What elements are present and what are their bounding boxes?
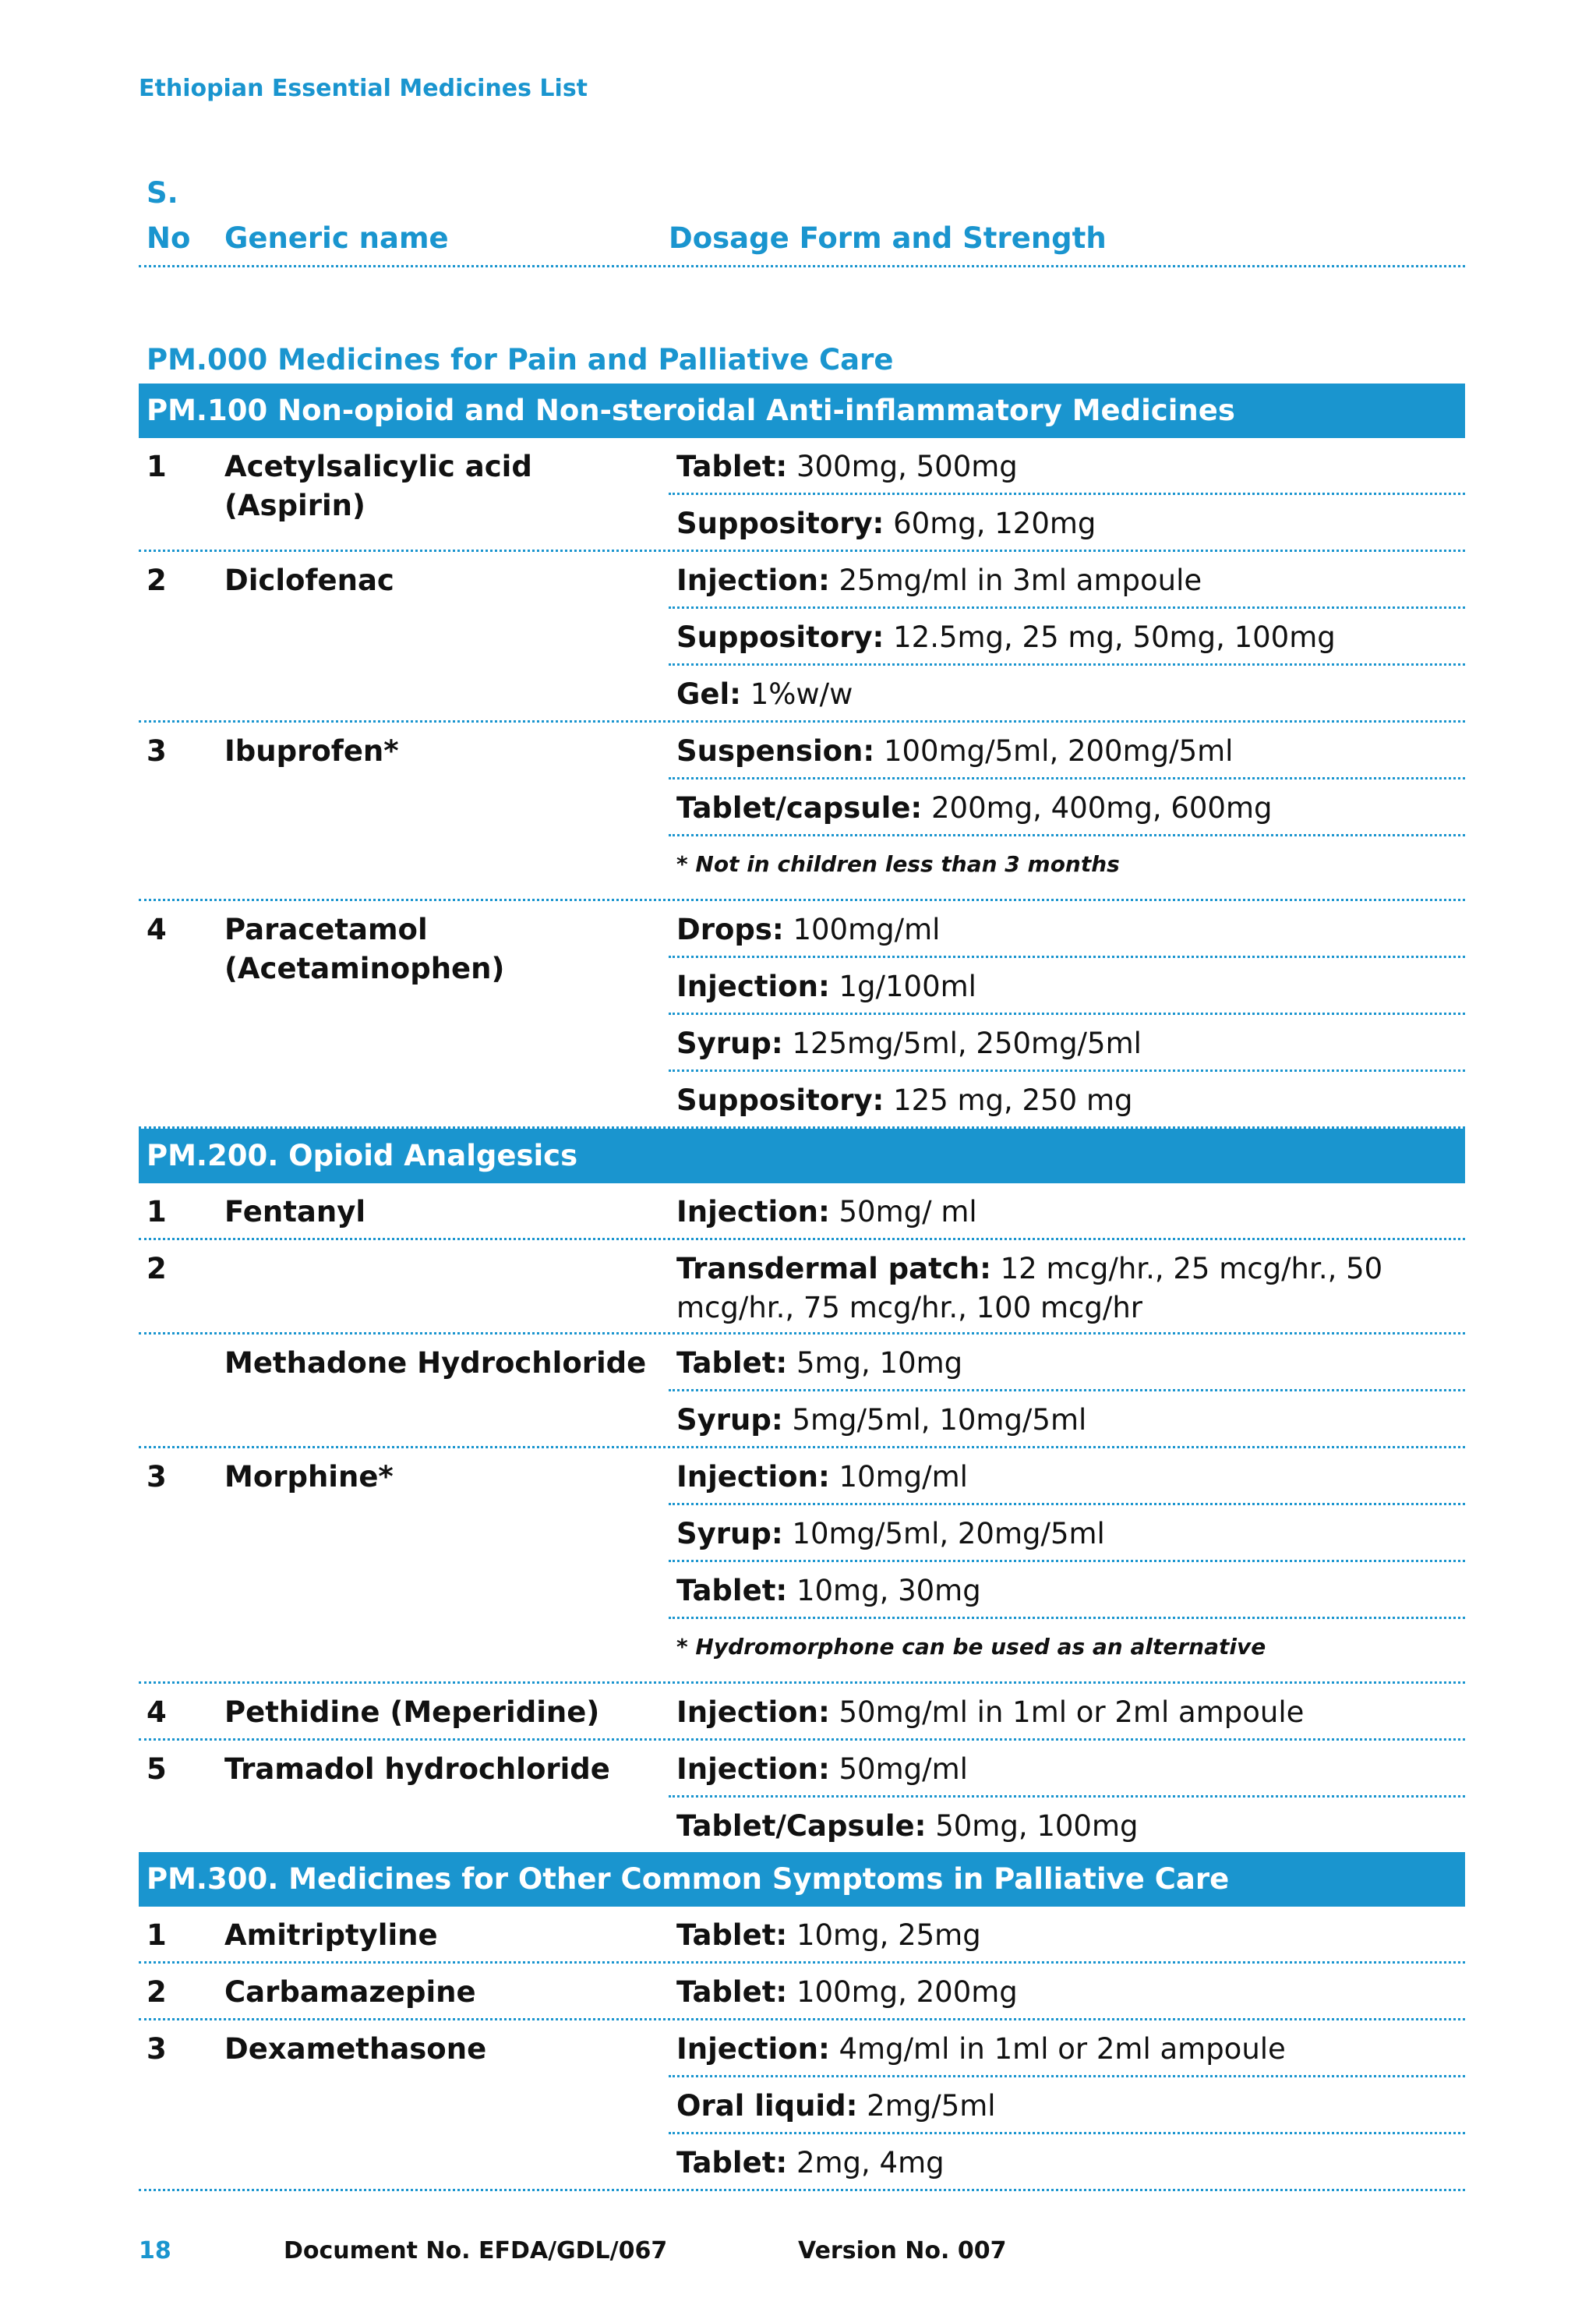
- dosage-form: [669, 495, 1465, 550]
- dosage-strength: 100mg/ml: [793, 913, 941, 946]
- medicine-row: [139, 438, 1465, 552]
- generic-name: Tramadol hydrochloride: [224, 1752, 610, 1786]
- dosage-form: [669, 2134, 1465, 2189]
- col-s: S.: [147, 176, 178, 210]
- dosage-form: [669, 780, 1465, 836]
- dosage-strength: 100mg/5ml, 200mg/5ml: [883, 734, 1234, 768]
- dosage-form-label: Tablet/Capsule:: [676, 1809, 927, 1843]
- dosage-form: [669, 958, 1465, 1015]
- dosage-form: [669, 1015, 1465, 1072]
- dosage-form: [669, 1335, 1465, 1391]
- dosage-form: [669, 666, 1465, 720]
- column-header: [139, 173, 1465, 267]
- dosage-strength: 25mg/ml in 3ml ampoule: [839, 564, 1202, 597]
- document-title: Ethiopian Essential Medicines List: [139, 75, 588, 102]
- serial-number: 5: [147, 1752, 167, 1786]
- serial-number: [139, 1335, 224, 1446]
- generic-name: Pethidine (Meperidine): [224, 1695, 600, 1729]
- dosage-form: [669, 1964, 1465, 2018]
- medicine-row: [139, 2020, 1465, 2191]
- serial-number: 3: [147, 734, 167, 768]
- dosage-form-label: Tablet:: [676, 450, 788, 483]
- dosage-form-label: Injection:: [676, 2032, 830, 2066]
- medicine-row: [139, 1684, 1465, 1741]
- medicine-row: [139, 1741, 1465, 1852]
- dosage-forms: [669, 901, 1465, 1126]
- dosage-form-label: Oral liquid:: [676, 2089, 858, 2123]
- dosage-form: [669, 438, 1465, 495]
- medicines-table: [139, 384, 1465, 2191]
- dosage-strength: 50mg/ ml: [839, 1195, 977, 1228]
- dosage-form: [669, 1391, 1465, 1446]
- dosage-form: [669, 609, 1465, 666]
- dosage-forms: [669, 1335, 1465, 1446]
- dosage-strength: 125mg/5ml, 250mg/5ml: [792, 1027, 1142, 1060]
- subsection-header: PM.200. Opioid Analgesics: [139, 1129, 1465, 1183]
- serial-number: 2: [147, 564, 167, 597]
- dosage-form-label: Tablet/capsule:: [676, 791, 923, 825]
- generic-name: Dexamethasone: [224, 2032, 487, 2066]
- medicine-row: [139, 1335, 1465, 1448]
- dosage-strength: 50mg/ml in 1ml or 2ml ampoule: [839, 1695, 1305, 1729]
- col-dosage-form: Dosage Form and Strength: [669, 221, 1107, 255]
- dosage-forms: [669, 1448, 1465, 1681]
- generic-name: Methadone Hydrochloride: [224, 1346, 647, 1380]
- document-number: Document No. EFDA/GDL/067: [284, 2237, 668, 2264]
- dosage-form-label: Injection:: [676, 1752, 830, 1786]
- dosage-form: [669, 1562, 1465, 1619]
- col-no: No: [147, 221, 191, 255]
- medicine-row: [139, 1183, 1465, 1240]
- dosage-strength: 10mg/ml: [839, 1460, 968, 1494]
- medicine-row: [139, 1907, 1465, 1964]
- dosage-strength: 200mg, 400mg, 600mg: [931, 791, 1273, 825]
- dosage-forms: [669, 2020, 1465, 2189]
- dosage-form-label: Suspension:: [676, 734, 875, 768]
- serial-number: 4: [147, 913, 167, 946]
- dosage-form: [669, 1798, 1465, 1852]
- generic-name: Diclofenac: [224, 564, 394, 597]
- subsection-header: PM.100 Non-opioid and Non-steroidal Anti-inflammatory Medicines: [139, 384, 1465, 438]
- generic-name: Ibuprofen*: [224, 734, 399, 768]
- serial-number: 2: [147, 1252, 167, 1285]
- dosage-strength: 2mg/5ml: [867, 2089, 996, 2123]
- version-number: Version No. 007: [798, 2237, 1007, 2264]
- dosage-forms: [669, 1240, 1465, 1332]
- dosage-strength: 5mg/5ml, 10mg/5ml: [792, 1403, 1087, 1437]
- dosage-strength: 5mg, 10mg: [796, 1346, 963, 1380]
- dosage-strength: 2mg, 4mg: [796, 2146, 945, 2179]
- dosage-form-label: Suppository:: [676, 1084, 885, 1117]
- dosage-strength: 50mg, 100mg: [935, 1809, 1139, 1843]
- dosage-forms: [669, 1964, 1465, 2018]
- dosage-form-label: Suppository:: [676, 620, 885, 654]
- dosage-strength: 12 mcg/hr., 25 mcg/hr., 50 mcg/hr., 75 mcg/hr., 100 mcg/hr: [676, 1252, 1383, 1324]
- generic-name: [224, 1240, 669, 1332]
- dosage-strength: 125 mg, 250 mg: [893, 1084, 1133, 1117]
- dosage-strength: 12.5mg, 25 mg, 50mg, 100mg: [893, 620, 1336, 654]
- dosage-forms: [669, 1741, 1465, 1852]
- dosage-forms: [669, 438, 1465, 550]
- dosage-form: [669, 1907, 1465, 1961]
- dosage-forms: [669, 552, 1465, 720]
- dosage-form: [669, 552, 1465, 609]
- page-number: 18: [139, 2237, 171, 2264]
- dosage-form-label: Injection:: [676, 970, 830, 1003]
- dosage-form: [669, 2020, 1465, 2077]
- dosage-form: [669, 1183, 1465, 1238]
- dosage-form: [669, 1240, 1465, 1332]
- dosage-strength: 10mg, 25mg: [796, 1918, 981, 1952]
- dosage-note: * Not in children less than 3 months: [676, 851, 1120, 877]
- dosage-form: [669, 1505, 1465, 1562]
- generic-name: Carbamazepine: [224, 1975, 476, 2009]
- dosage-form-label: Injection:: [676, 1695, 830, 1729]
- generic-name: Morphine*: [224, 1460, 394, 1494]
- dosage-form-label: Tablet:: [676, 1346, 788, 1380]
- dosage-form-label: Injection:: [676, 1460, 830, 1494]
- dosage-note: * Hydromorphone can be used as an alternative: [676, 1634, 1266, 1660]
- generic-name: Fentanyl: [224, 1195, 366, 1228]
- medicine-row: [139, 1964, 1465, 2020]
- medicine-row: [139, 901, 1465, 1129]
- medicine-row: [139, 552, 1465, 723]
- dosage-form-label: Syrup:: [676, 1403, 783, 1437]
- dosage-form-label: Tablet:: [676, 2146, 788, 2179]
- dosage-strength: 4mg/ml in 1ml or 2ml ampoule: [839, 2032, 1286, 2066]
- dosage-form-label: Injection:: [676, 564, 830, 597]
- subsection-header: PM.300. Medicines for Other Common Symptoms in Palliative Care: [139, 1852, 1465, 1907]
- col-generic-name: Generic name: [224, 221, 449, 255]
- serial-number: 1: [147, 450, 167, 483]
- dosage-form-label: Tablet:: [676, 1918, 788, 1952]
- dosage-form-label: Transdermal patch:: [676, 1252, 991, 1285]
- serial-number: 2: [147, 1975, 167, 2009]
- dosage-form-label: Suppository:: [676, 507, 885, 540]
- serial-number: 4: [147, 1695, 167, 1729]
- dosage-forms: [669, 1684, 1465, 1738]
- dosage-form-label: Drops:: [676, 913, 784, 946]
- dosage-strength: 50mg/ml: [839, 1752, 968, 1786]
- dosage-forms: [669, 1907, 1465, 1961]
- medicine-row: [139, 1240, 1465, 1335]
- dosage-strength: 10mg, 30mg: [796, 1574, 981, 1607]
- dosage-form-label: Tablet:: [676, 1574, 788, 1607]
- serial-number: 3: [147, 1460, 167, 1494]
- dosage-strength: 60mg, 120mg: [893, 507, 1096, 540]
- dosage-form: [669, 901, 1465, 958]
- generic-name: Paracetamol (Acetaminophen): [224, 913, 505, 985]
- dosage-form: [669, 1072, 1465, 1126]
- generic-name: Acetylsalicylic acid (Aspirin): [224, 450, 532, 522]
- dosage-form: [669, 1684, 1465, 1738]
- serial-number: 1: [147, 1195, 167, 1228]
- dosage-strength: 1%w/w: [750, 677, 853, 711]
- medicine-row: [139, 723, 1465, 901]
- dosage-form: [669, 2077, 1465, 2134]
- dosage-strength: 300mg, 500mg: [796, 450, 1018, 483]
- dosage-form-label: Syrup:: [676, 1027, 783, 1060]
- dosage-strength: 100mg, 200mg: [796, 1975, 1018, 2009]
- medicine-row: [139, 1448, 1465, 1684]
- serial-number: 1: [147, 1918, 167, 1952]
- dosage-form: [669, 1741, 1465, 1798]
- dosage-strength: 1g/100ml: [839, 970, 976, 1003]
- serial-number: 3: [147, 2032, 167, 2066]
- dosage-form-label: Syrup:: [676, 1517, 783, 1550]
- dosage-forms: [669, 1183, 1465, 1238]
- dosage-form-label: Tablet:: [676, 1975, 788, 2009]
- dosage-form-label: Gel:: [676, 677, 741, 711]
- dosage-strength: 10mg/5ml, 20mg/5ml: [792, 1517, 1105, 1550]
- dosage-form: [669, 1448, 1465, 1505]
- dosage-form-label: Injection:: [676, 1195, 830, 1228]
- generic-name: Amitriptyline: [224, 1918, 438, 1952]
- section-title: PM.000 Medicines for Pain and Palliative Care: [147, 343, 894, 376]
- dosage-forms: [669, 723, 1465, 899]
- dosage-form: [669, 723, 1465, 780]
